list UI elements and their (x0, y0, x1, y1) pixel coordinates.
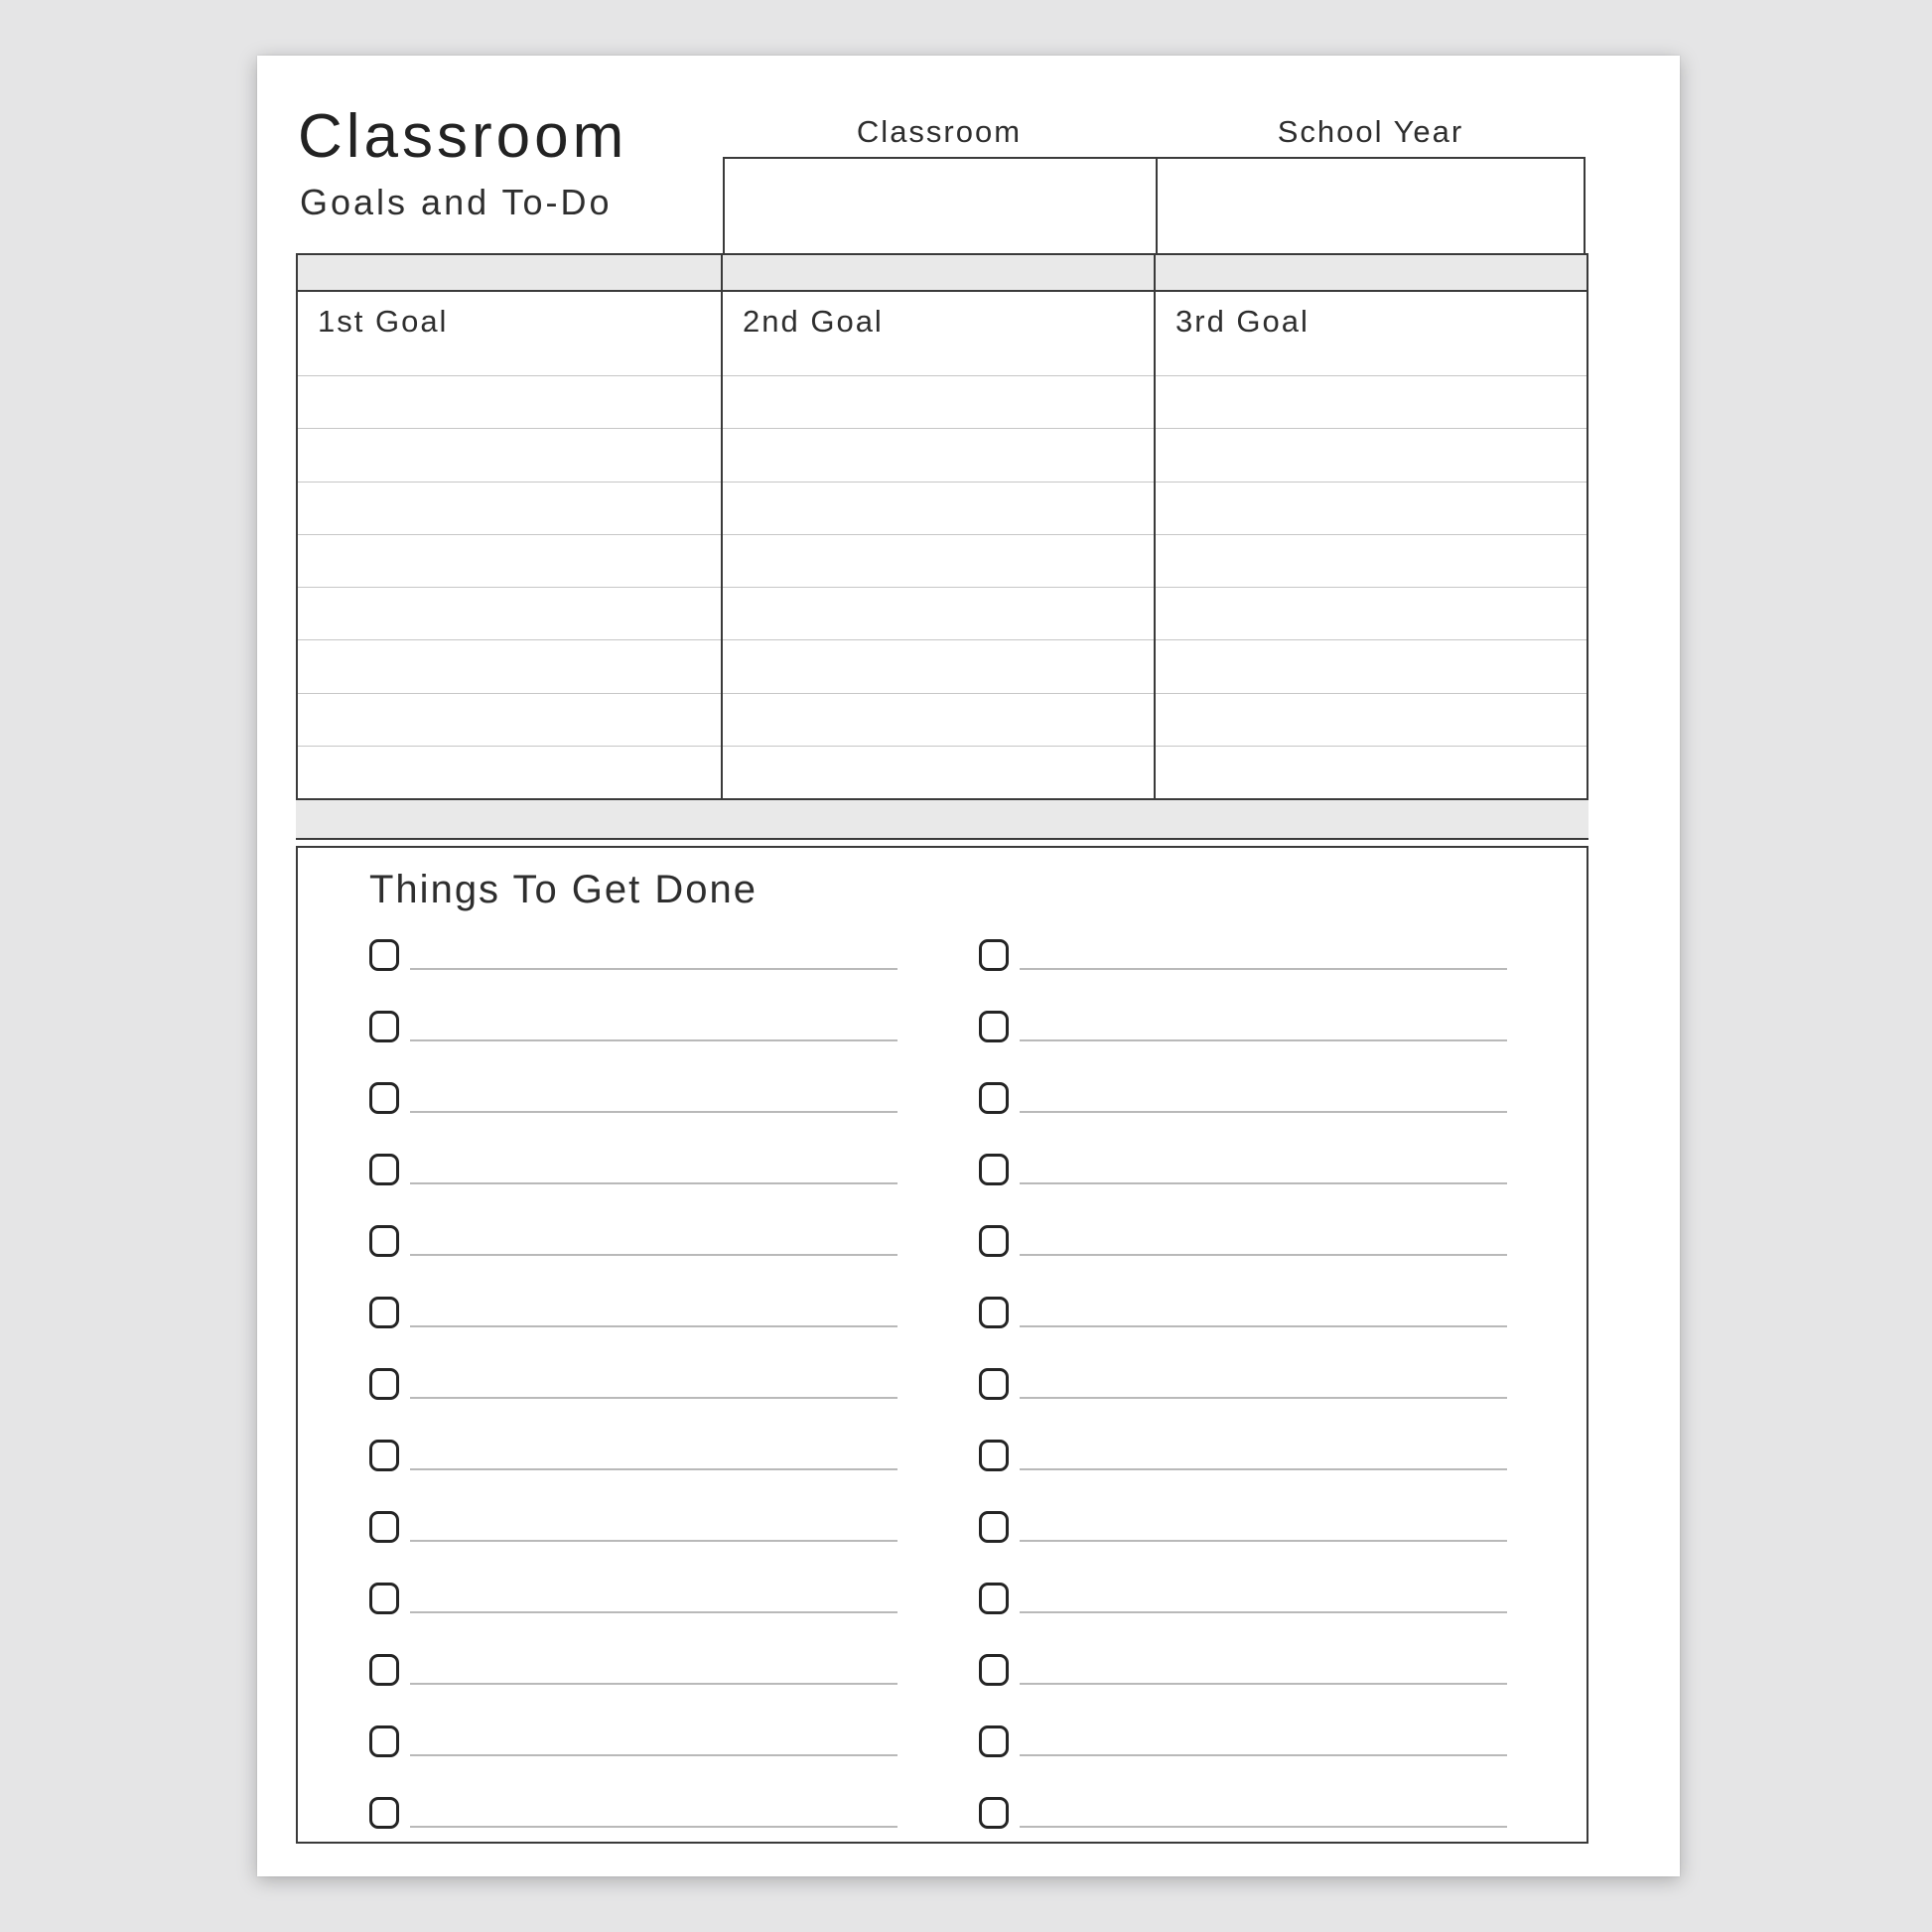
goals-table (296, 253, 1588, 800)
todo-write-line[interactable] (1020, 1039, 1507, 1041)
todo-checkbox[interactable] (369, 1654, 399, 1686)
todo-column-right (979, 939, 1507, 1868)
goal-ruled-row[interactable] (298, 482, 1587, 534)
todo-write-line[interactable] (410, 1468, 897, 1470)
todo-row (979, 1154, 1507, 1185)
todo-write-line[interactable] (410, 1111, 897, 1113)
todo-row (979, 1797, 1507, 1829)
todo-row (979, 1082, 1507, 1114)
school-year-input-field[interactable] (1158, 159, 1584, 254)
todo-write-line[interactable] (410, 1611, 897, 1613)
goal-column-header-2: 2nd Goal (743, 304, 884, 339)
todo-checkbox[interactable] (979, 1082, 1009, 1114)
todo-checkbox[interactable] (979, 1797, 1009, 1829)
goal-ruled-rows (298, 375, 1587, 798)
section-divider-strip (296, 800, 1588, 840)
goal-column-header-3: 3rd Goal (1175, 304, 1310, 339)
todo-checkbox[interactable] (369, 939, 399, 971)
todo-write-line[interactable] (1020, 1611, 1507, 1613)
goals-column-divider (721, 255, 723, 798)
todo-row (979, 1011, 1507, 1042)
todo-checkbox[interactable] (979, 1583, 1009, 1614)
todo-write-line[interactable] (410, 1039, 897, 1041)
todo-checkbox[interactable] (979, 1297, 1009, 1328)
todo-write-line[interactable] (1020, 1540, 1507, 1542)
todo-checkbox[interactable] (979, 1511, 1009, 1543)
todo-row (369, 1511, 897, 1543)
school-year-field-label: School Year (1277, 114, 1464, 149)
goals-column-divider (1154, 255, 1156, 798)
goal-ruled-row[interactable] (298, 587, 1587, 639)
page-subtitle: Goals and To-Do (300, 182, 613, 222)
todo-row (369, 1654, 897, 1686)
todo-row (369, 1797, 897, 1829)
todo-row (979, 1440, 1507, 1471)
todo-checkbox[interactable] (369, 1225, 399, 1257)
todo-write-line[interactable] (410, 1754, 897, 1756)
todo-section-box (296, 846, 1588, 1844)
todo-write-line[interactable] (410, 1182, 897, 1184)
todo-write-line[interactable] (1020, 1826, 1507, 1828)
todo-checkbox[interactable] (369, 1797, 399, 1829)
todo-checkbox[interactable] (979, 1725, 1009, 1757)
todo-row (369, 1440, 897, 1471)
todo-checkbox[interactable] (369, 1511, 399, 1543)
todo-checkbox[interactable] (369, 1440, 399, 1471)
todo-checkbox[interactable] (979, 1154, 1009, 1185)
goal-ruled-row[interactable] (298, 693, 1587, 746)
todo-checkbox[interactable] (979, 1225, 1009, 1257)
todo-write-line[interactable] (1020, 1111, 1507, 1113)
todo-write-line[interactable] (1020, 1683, 1507, 1685)
todo-row (369, 939, 897, 971)
todo-write-line[interactable] (1020, 1254, 1507, 1256)
todo-checkbox[interactable] (369, 1154, 399, 1185)
todo-checkbox[interactable] (979, 1011, 1009, 1042)
todo-write-line[interactable] (410, 1540, 897, 1542)
header-fields-box (723, 157, 1586, 254)
todo-write-line[interactable] (1020, 1754, 1507, 1756)
todo-row (369, 1011, 897, 1042)
planner-page (257, 56, 1680, 1876)
todo-row (979, 1725, 1507, 1757)
goal-ruled-row[interactable] (298, 639, 1587, 692)
todo-row (979, 1583, 1507, 1614)
todo-row (369, 1368, 897, 1400)
todo-row (979, 1511, 1507, 1543)
goal-ruled-row[interactable] (298, 375, 1587, 428)
todo-checkbox[interactable] (369, 1297, 399, 1328)
todo-checkbox[interactable] (369, 1368, 399, 1400)
todo-row (979, 939, 1507, 971)
todo-write-line[interactable] (410, 968, 897, 970)
todo-row (369, 1583, 897, 1614)
page-title: Classroom (298, 102, 628, 171)
classroom-input-field[interactable] (725, 159, 1158, 254)
todo-write-line[interactable] (410, 1397, 897, 1399)
todo-row (979, 1654, 1507, 1686)
todo-row (979, 1368, 1507, 1400)
todo-write-line[interactable] (410, 1826, 897, 1828)
goals-header-row (298, 292, 1587, 375)
todo-row (369, 1297, 897, 1328)
todo-write-line[interactable] (1020, 1397, 1507, 1399)
todo-write-line[interactable] (1020, 968, 1507, 970)
todo-row (979, 1225, 1507, 1257)
todo-column-left (369, 939, 897, 1868)
todo-write-line[interactable] (1020, 1468, 1507, 1470)
todo-checkbox[interactable] (979, 1368, 1009, 1400)
todo-section-title: Things To Get Done (369, 868, 759, 911)
goal-ruled-row[interactable] (298, 428, 1587, 481)
todo-checkbox[interactable] (369, 1725, 399, 1757)
todo-write-line[interactable] (410, 1254, 897, 1256)
todo-write-line[interactable] (1020, 1182, 1507, 1184)
todo-row (369, 1225, 897, 1257)
classroom-field-label: Classroom (856, 114, 1023, 149)
todo-checkbox[interactable] (979, 1440, 1009, 1471)
todo-row (369, 1154, 897, 1185)
goals-table-header-strip (298, 255, 1587, 292)
goal-ruled-row[interactable] (298, 746, 1587, 798)
todo-row (369, 1725, 897, 1757)
todo-row (979, 1297, 1507, 1328)
todo-write-line[interactable] (410, 1325, 897, 1327)
todo-checkbox[interactable] (979, 1654, 1009, 1686)
goal-ruled-row[interactable] (298, 534, 1587, 587)
goal-column-header-1: 1st Goal (318, 304, 449, 339)
todo-checkbox[interactable] (369, 1011, 399, 1042)
todo-checkbox[interactable] (979, 939, 1009, 971)
todo-checkbox[interactable] (369, 1583, 399, 1614)
todo-checkbox[interactable] (369, 1082, 399, 1114)
todo-write-line[interactable] (410, 1683, 897, 1685)
todo-write-line[interactable] (1020, 1325, 1507, 1327)
todo-row (369, 1082, 897, 1114)
